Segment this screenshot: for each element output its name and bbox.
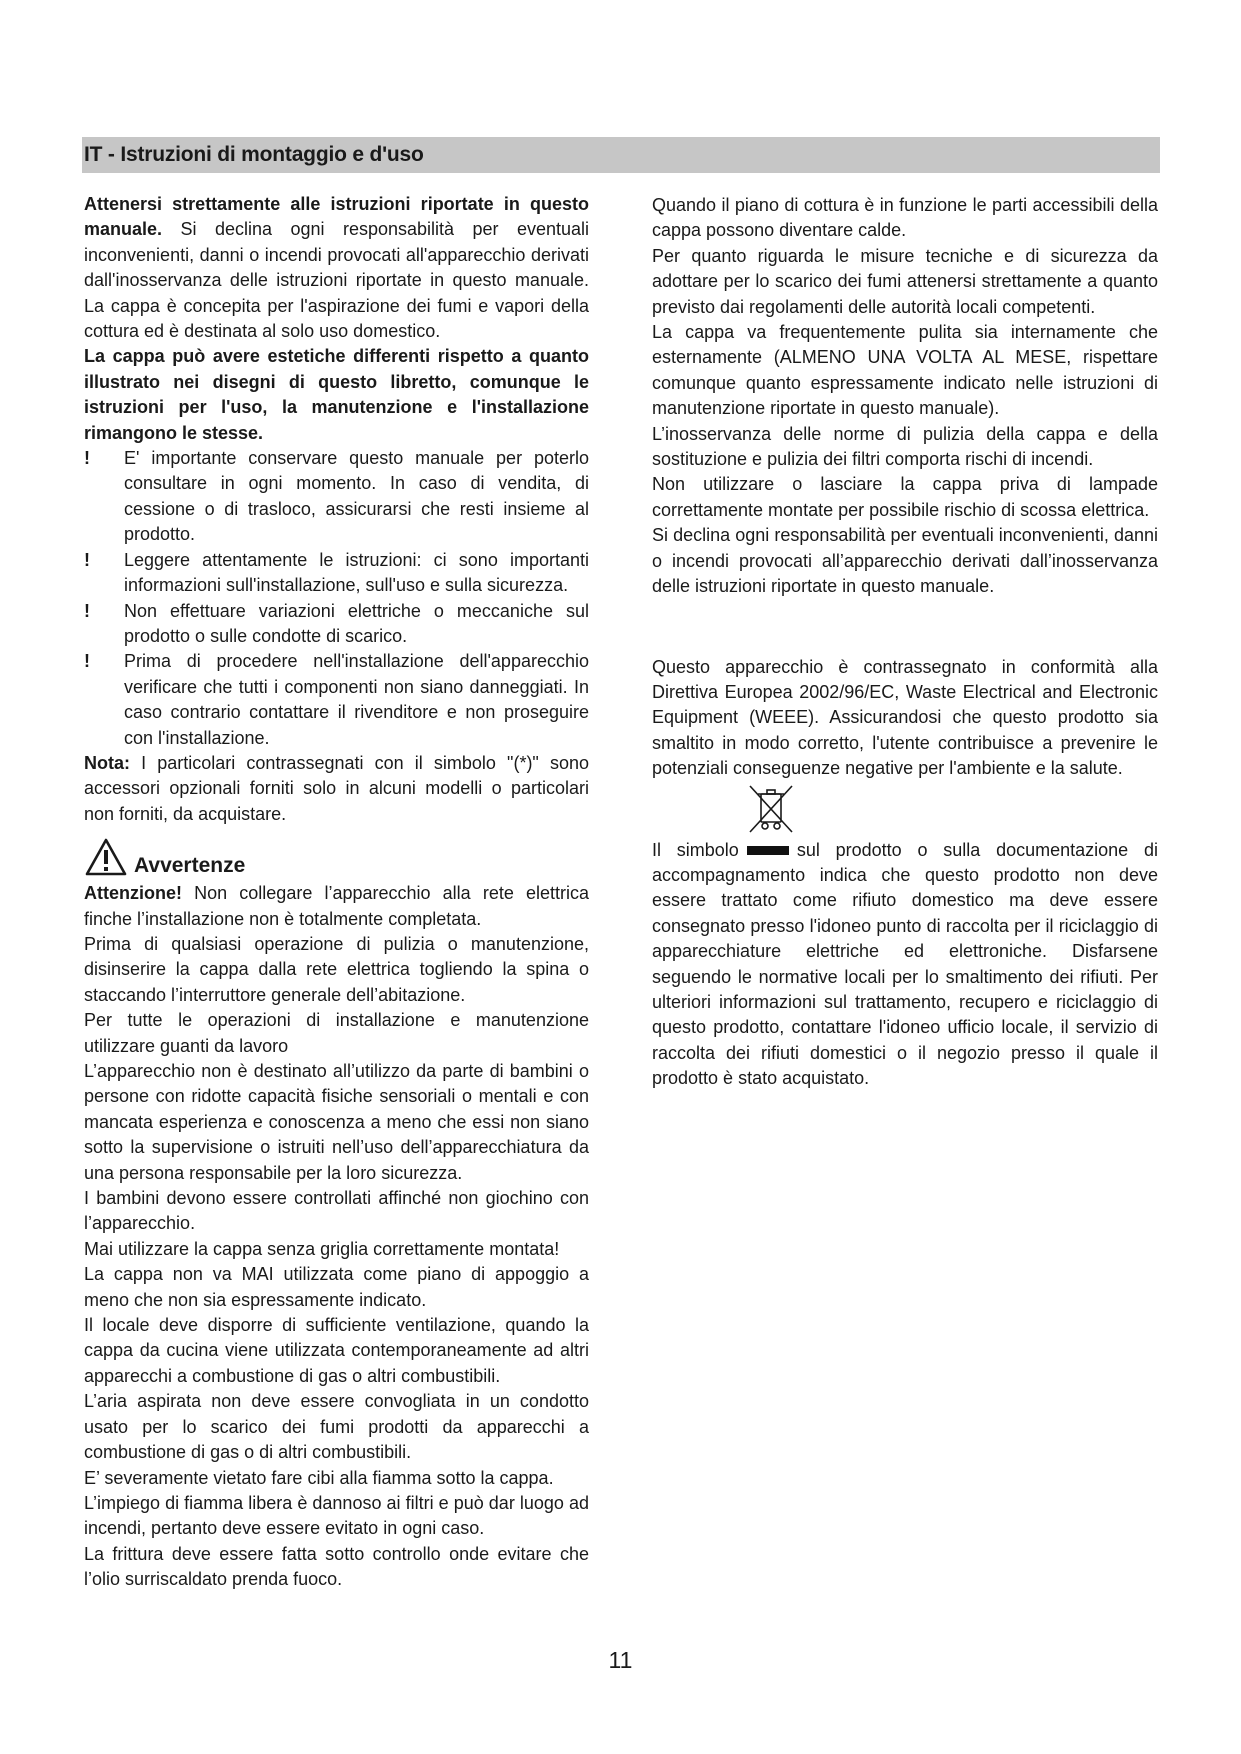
warning-title: Avvertenze (134, 854, 246, 878)
warning-paragraph: La cappa non va MAI utilizzata come piano di appoggio a meno che non sia espressamente indicato. (84, 1264, 589, 1310)
weee-bar-icon (747, 846, 789, 855)
bullet-text: Leggere attentamente le istruzioni: ci sono importanti informazioni sull'installazione, sull'uso e sulla sicurezza. (124, 549, 589, 596)
nota-text: I particolari contrassegnati con il simbolo "(*)" sono accessori opzionali forniti solo in alcuni modelli o particolari non forniti, da acquistare. (84, 752, 589, 824)
warning-triangle-icon (84, 837, 128, 877)
attention-text: Non collegare l’apparecchio alla rete elettrica finche l’installazione non è totalmente completata. (84, 883, 589, 929)
nota-paragraph (84, 751, 589, 827)
warning-paragraph: I bambini devono essere controllati affinché non giochino con l’apparecchio. (84, 1188, 589, 1234)
symbol-text: sul prodotto o sulla documentazione di accompagnamento indica che questo prodotto non deve essere trattato come rifiuto domestico ma deve essere consegnato presso l'idoneo punto di raccolta per il riciclaggio di apparecchiature elettriche ed elettroniche. Disfarsene seguendo le normative locali per lo smaltimento dei rifiuti. Per ulteriori informazioni sul trattamento, recupero e riciclaggio di questo prodotto, contattare l'idoneo ufficio locale, il servizio di raccolta dei rifiuti domestici o il negozio presso il quale il prodotto è stato acquistato. (652, 839, 1158, 1089)
bullet-text: E' importante conservare questo manuale per poterlo consultare in ogni momento. In caso di vendita, di cessione o di trasloco, assicurarsi che resti insieme al prodotto. (124, 448, 589, 545)
warning-paragraph: Prima di qualsiasi operazione di pulizia o manutenzione, disinserire la cappa dalla rete elettrica togliendo la spina o staccando l’interruttore generale dell’abitazione. (84, 933, 589, 1005)
bullet-item (84, 649, 589, 751)
warning-paragraph: Mai utilizzare la cappa senza griglia correttamente montata! (84, 1238, 560, 1259)
weee-symbol-row (652, 782, 1158, 838)
warning-heading (84, 835, 589, 881)
intro-text: Si declina ogni responsabilità per eventuali inconvenienti, danni o incendi provocati all'apparecchio derivati dall'inosservanza delle istruzioni riportate in questo manuale. La cappa è concepita per l'aspirazione dei fumi e vapori della cottura ed è destinata al solo uso domestico. (84, 219, 589, 342)
crossed-bin-icon (746, 782, 796, 836)
page-number: 11 (608, 1647, 633, 1673)
intro-paragraph (84, 192, 589, 344)
safety-paragraph: L’inosservanza delle norme di pulizia della cappa e della sostituzione e pulizia dei filtri comporta rischi di incendi. (652, 423, 1158, 470)
warning-paragraph: E’ severamente vietato fare cibi alla fiamma sotto la cappa. (84, 1467, 554, 1488)
aesthetic-note: La cappa può avere estetiche differenti rispetto a quanto illustrato nei disegni di questo libretto, comunque le istruzioni per l'uso, la manutenzione e l'installazione rimangono le stesse. (84, 346, 589, 443)
attention-label: Attenzione! (84, 883, 182, 904)
bullet-item (84, 599, 589, 650)
left-column (84, 192, 589, 1593)
section-title: IT - Istruzioni di montaggio e d'uso (84, 143, 424, 166)
exclamation-mark: ! (84, 549, 90, 570)
warning-paragraph: La frittura deve essere fatta sotto controllo onde evitare che l’olio surriscaldato prenda fuoco. (84, 1543, 589, 1590)
bullet-text: Prima di procedere nell'installazione dell'apparecchio verificare che tutti i componenti non siano danneggiati. In caso contrario contattare il rivenditore e non proseguire con l'installazione. (124, 651, 589, 748)
bullet-item (84, 446, 589, 548)
bullet-text: Non effettuare variazioni elettriche o meccaniche sul prodotto o sulle condotte di scarico. (124, 600, 589, 646)
section-header (82, 137, 1160, 173)
exclamation-mark: ! (84, 448, 90, 469)
safety-paragraph: Si declina ogni responsabilità per eventuali inconvenienti, danni o incendi provocati all’apparecchio derivati dall’inosservanza delle istruzioni riportate in questo manuale. (652, 525, 1158, 597)
attention-paragraph (84, 881, 589, 932)
intro-bold: Attenersi strettamente alle istruzioni riportate in questo manuale. (84, 194, 589, 240)
symbol-prefix: Il simbolo (652, 839, 739, 860)
warning-paragraph: Il locale deve disporre di sufficiente ventilazione, quando la cappa da cucina viene utilizzata contemporaneamente ad altri apparecchi a combustione di gas o altri combustibili. (84, 1315, 589, 1386)
spacer (652, 600, 1158, 655)
symbol-paragraph (652, 838, 1158, 1092)
right-column (652, 193, 1158, 1092)
warning-paragraph: L’apparecchio non è destinato all’utilizzo da parte di bambini o persone con ridotte capacità fisiche sensoriali o mentali e con mancata esperienza e conoscenza a meno che essi non siano sotto la supervisione o istruiti nell’uso dell’apparecchiatura da una persona responsabile per la loro sicurezza. (84, 1061, 589, 1183)
exclamation-mark: ! (84, 600, 90, 621)
weee-paragraph: Questo apparecchio è contrassegnato in conformità alla Direttiva Europea 2002/96/EC, Waste Electrical and Electronic Equipment (WEEE). Assicurandosi che questo prodotto sia smaltito in modo corretto, l'utente contribuisce a prevenire le potenziali conseguenze negative per l'ambiente e la salute. (652, 656, 1158, 779)
safety-paragraph: Per quanto riguarda le misure tecniche e di sicurezza da adottare per lo scarico dei fumi attenersi strettamente a quanto previsto dai regolamenti delle autorità locali competenti. (652, 245, 1158, 317)
bullet-item (84, 548, 589, 599)
safety-paragraph: Quando il piano di cottura è in funzione le parti accessibili della cappa possono diventare calde. (652, 195, 1158, 241)
safety-paragraph: Non utilizzare o lasciare la cappa priva di lampade correttamente montate per possibile rischio di scossa elettrica. (652, 474, 1158, 520)
warning-paragraph: L’aria aspirata non deve essere convogliata in un condotto usato per lo scarico dei fumi prodotti da apparecchi a combustione di gas o di altri combustibili. (84, 1391, 589, 1463)
warning-paragraph: L’impiego di fiamma libera è dannoso ai filtri e può dar luogo ad incendi, pertanto deve essere evitato in ogni caso. (84, 1492, 589, 1539)
warning-paragraph: Per tutte le operazioni di installazione e manutenzione utilizzare guanti da lavoro (84, 1010, 589, 1056)
exclamation-mark: ! (84, 651, 90, 672)
nota-label: Nota: (84, 752, 130, 773)
safety-paragraph: La cappa va frequentemente pulita sia internamente che esternamente (ALMENO UNA VOLTA AL MESE, rispettare comunque quanto espressamente indicato nelle istruzioni di manutenzione riportate in questo manuale). (652, 322, 1158, 419)
